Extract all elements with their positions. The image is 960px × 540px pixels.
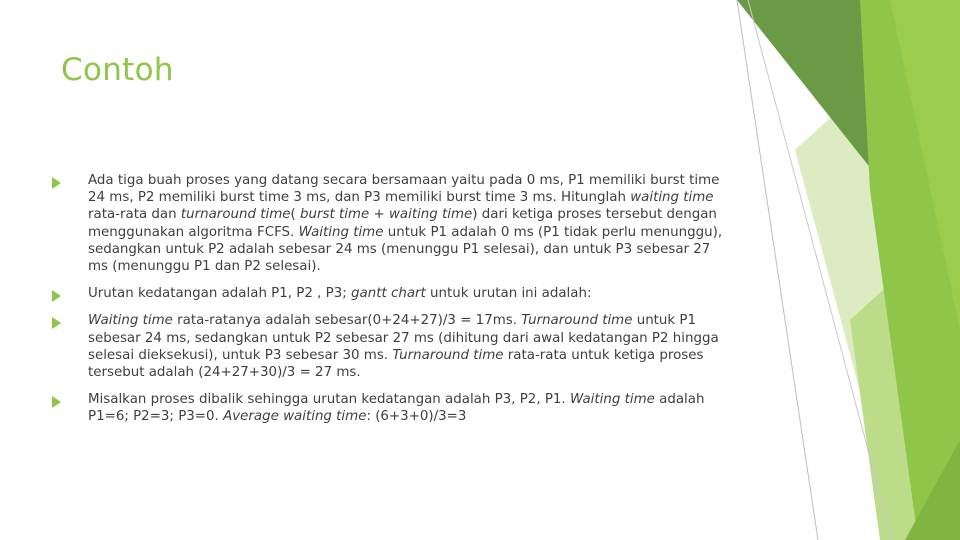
bullet-item xyxy=(52,312,732,381)
bullet-item xyxy=(52,391,732,425)
bullet-text-segment: Ada tiga buah proses yang datang secara bersamaan yaitu pada 0 ms, P1 memiliki burst time 24 ms, P2 memiliki burst time 3 ms, dan P3 memiliki burst time 3 ms. Hitunglah xyxy=(88,173,720,206)
bullet-text-italic: gantt chart xyxy=(351,286,426,302)
bullet-text-segment: ) dari ketiga proses tersebut dengan menggunakan algoritma FCFS. xyxy=(88,207,717,240)
bullet-item xyxy=(52,285,732,302)
bullet-text xyxy=(88,286,591,301)
bullet-item xyxy=(52,172,732,275)
bullet-text-italic: Turnaround time xyxy=(392,347,504,363)
bullet-text-segment: rata-rata untuk ketiga proses tersebut adalah (24+27+30)/3 = 27 ms. xyxy=(88,347,704,381)
bullet-text-segment: untuk P1 adalah 0 ms (P1 tidak perlu menunggu), sedangkan untuk P2 adalah sebesar 24 ms (menunggu P1 selesai), dan untuk P3 sebesar 27 ms (menunggu P1 dan P2 selesai). xyxy=(88,224,723,275)
bullet-text-segment: untuk urutan ini adalah: xyxy=(425,286,592,302)
bullet-text-italic: burst time + waiting time xyxy=(299,207,473,223)
bullet-text-italic: Waiting time xyxy=(88,313,173,329)
bullet-text-segment: adalah P1=6; P2=3; P3=0. xyxy=(88,392,705,425)
bullet-text-segment: Misalkan proses dibalik sehingga urutan kedatangan adalah P3, P2, P1. xyxy=(88,392,570,408)
bullet-text-segment: rata-rata dan xyxy=(88,207,181,223)
bullet-text-italic: turnaround time xyxy=(180,207,291,223)
bullet-list xyxy=(52,172,732,426)
bullet-text xyxy=(88,392,704,424)
bullet-arrow-icon xyxy=(52,290,61,302)
bullet-text-italic: Waiting time xyxy=(569,392,655,408)
bullet-arrow-icon xyxy=(52,177,61,189)
bullet-text-segment: Urutan kedatangan adalah P1, P2 , P3; xyxy=(88,286,352,302)
bullet-text xyxy=(88,313,719,380)
bullet-text xyxy=(88,173,722,274)
bullet-text-segment: ( xyxy=(290,207,300,223)
bullet-text-italic: Average waiting time xyxy=(223,409,367,425)
bullet-text-italic: waiting time xyxy=(630,190,714,206)
bullet-text-italic: Turnaround time xyxy=(521,313,633,329)
bullet-text-italic: Waiting time xyxy=(298,224,384,240)
bullet-arrow-icon xyxy=(52,317,61,329)
bullet-arrow-icon xyxy=(52,396,61,408)
bullet-text-segment: rata-ratanya adalah sebesar(0+24+27)/3 = 17ms. xyxy=(172,313,522,329)
bullet-text-segment: untuk P1 sebesar 24 ms, sedangkan untuk P2 sebesar 27 ms (dihitung dari awal kedatangan P2 hingga selesai dieksekusi), untuk P3 sebesar 30 ms. xyxy=(88,313,719,363)
slide-title: Contoh xyxy=(61,52,174,88)
bullet-text-segment: : (6+3+0)/3=3 xyxy=(366,409,467,425)
